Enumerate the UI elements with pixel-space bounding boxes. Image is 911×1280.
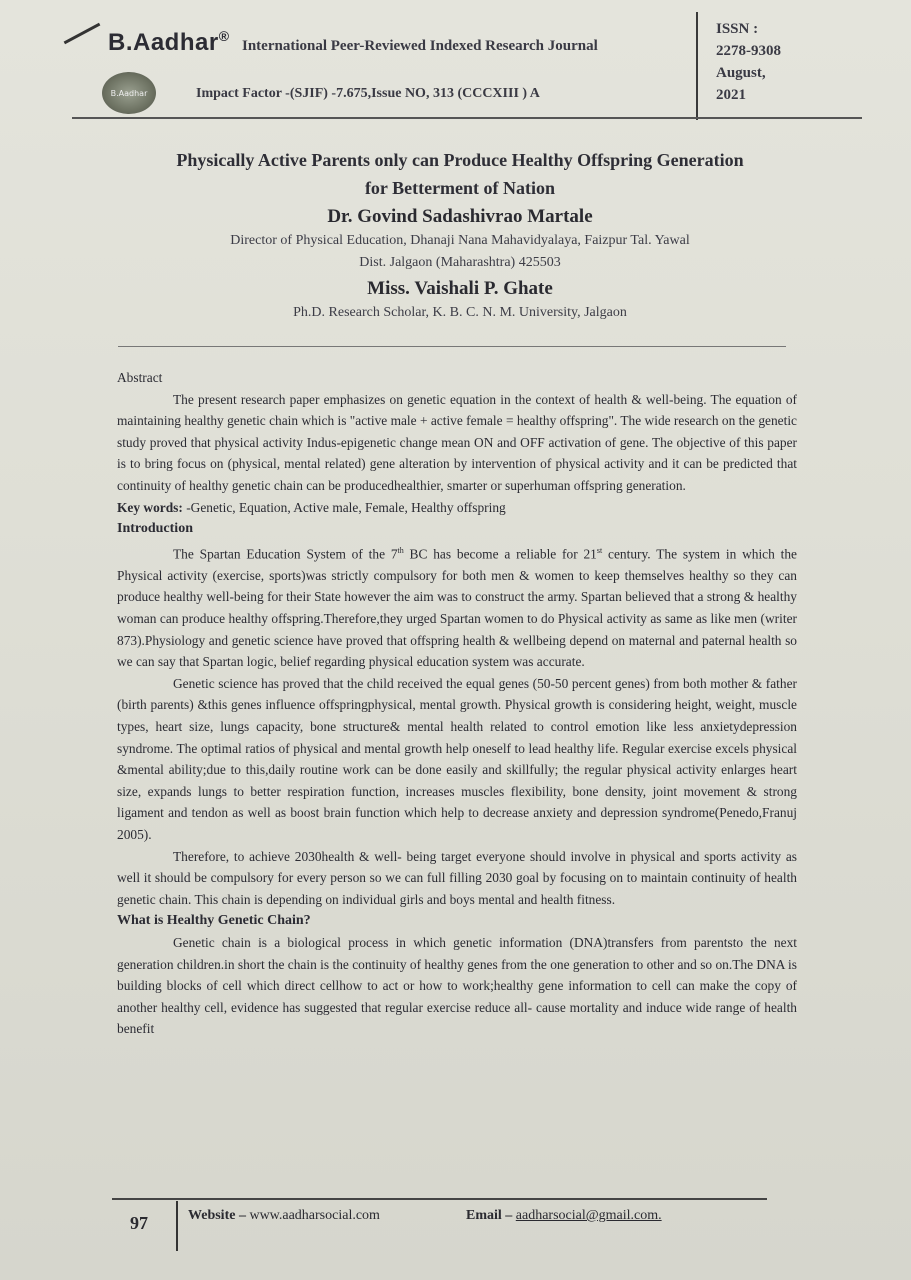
impact-factor-line: Impact Factor -(SJIF) -7.675,Issue NO, 313 (CCCXIII ) A: [196, 86, 540, 101]
keywords-line: [117, 497, 797, 519]
affiliation-1-line-1: Director of Physical Education, Dhanaji Nana Mahavidyalaya, Faizpur Tal. Yawal: [230, 233, 690, 248]
title-line-2: for Betterment of Nation: [364, 178, 556, 198]
journal-logo-icon: B.Aadhar: [102, 72, 156, 114]
website-label: Website –: [188, 1208, 250, 1223]
section-heading-genetic-chain: What is Healthy Genetic Chain?: [117, 913, 311, 929]
title-line-1: Physically Active Parents only can Produce Healthy Offspring Generation: [176, 150, 744, 170]
issue-month: August,: [716, 65, 766, 81]
journal-description: International Peer-Reviewed Indexed Research Journal: [242, 38, 598, 54]
introduction-paragraph-1: The Spartan Education System of the 7th BC has become a reliable for 21st century. The system in which the Physical activity (exercise, sports)was strictly compulsory for both men & women to keep themselves healthy so they can produce healthy well-being for their State however the aim was to construct the army. Spartan believed that a strong & healthy woman can produce healthy offspring.Therefore,they urged Spartan women to do Physical activity as same as like men (writer 873).Physiology and genetic science have proved that offspring health & wellbeing depend on maternal and paternal health so we can say that Spartan logic, belief regarding physical education system was accurate.: [117, 545, 797, 670]
abstract-text: The present research paper emphasizes on genetic equation in the context of health & well-being. The equation of maintaining healthy genetic chain which is "active male + active female = healthy offspring". The wide research on the genetic study proved that physical activity Indus-epigenetic change mean ON and OFF activation of gene. The objective of this paper is to bring focus on (physical, mental related) gene alteration by intervention of physical activity and it can be predicted that continuity of healthy genetic chain can be producedhealthier, smarter or superhuman offspring generation.: [117, 391, 797, 493]
footer-rule: [112, 1198, 767, 1200]
header-divider: [696, 12, 698, 120]
journal-name: B.Aadhar®: [108, 28, 230, 56]
introduction-paragraph-2: Genetic science has proved that the child received the equal genes (50-50 percent genes) from both mother & father (birth parents) &this genes influence offspringphysical, mental growth. Physical growth is considering height, weight, muscle types, heart size, lungs capacity, bone structure& mental health related to control emotion like less anxietydepression syndrome. The optimal ratios of physical and mental growth help oneself to lead healthy life. Regular exercise excels physical &mental ability;due to this,daily routine work can be done easily and skillfully; the regular physical activity enlarges heart size, expands lungs to better respiration function, increases muscles flexibility, bone density, joint movement & strong ligament and tendon as well as boost brain function which help to decrease anxiety and depression syndrome(Penedo,Franuj 2005).: [117, 675, 797, 842]
header-rule: [72, 117, 862, 119]
introduction-heading: Introduction: [117, 521, 193, 537]
article-title-block: [90, 146, 830, 324]
keywords-text: -Genetic, Equation, Active male, Female, Healthy offspring: [182, 499, 506, 515]
genetic-chain-paragraph-1: Genetic chain is a biological process in which genetic information (DNA)transfers from parentsto the next generation children.in short the chain is the continuity of healthy genes from the one generation to other and so on.The DNA is building blocks of cell which direct cellhow to act or how to work;healthy gene information to cell can make the copy of another healthy cell, evidence has suggested that regular exercise reduce all- cause mortality and induce wide range of health benefit: [117, 934, 797, 1037]
author-1-name: Dr. Govind Sadashivrao Martale: [327, 206, 593, 227]
footer-email: [466, 1208, 662, 1224]
website-url: www.aadharsocial.com: [249, 1208, 380, 1223]
author-2-affiliation: Ph.D. Research Scholar, K. B. C. N. M. University, Jalgaon: [293, 305, 627, 320]
keywords-label: Key words:: [117, 499, 183, 515]
issue-year: 2021: [716, 87, 746, 103]
issn-number: 2278-9308: [716, 43, 781, 59]
author-1-affiliation: [90, 230, 830, 274]
email-label: Email –: [466, 1208, 516, 1223]
abstract-heading: Abstract: [117, 370, 163, 385]
email-address: aadharsocial@gmail.com.: [515, 1208, 662, 1223]
issn-label: ISSN :: [716, 21, 759, 37]
article-body: [117, 367, 797, 1040]
issn-block: [716, 18, 781, 106]
author-2-name: Miss. Vaishali P. Ghate: [367, 278, 553, 299]
page-number: 97: [130, 1213, 148, 1233]
title-rule: [118, 346, 786, 347]
footer-website: [188, 1208, 380, 1224]
introduction-paragraph-3: Therefore, to achieve 2030health & well- being target everyone should involve in physical and sports activity as well it should be compulsory for every person so we can full filling 2030 goal by focusing on to maintain continuity of health genetic chain. This chain is depending on individual girls and boys mental and health fitness.: [117, 848, 797, 907]
article-title: [90, 146, 830, 202]
footer-divider: [176, 1201, 178, 1251]
pen-mark-decoration: [64, 23, 101, 44]
journal-header: [70, 12, 860, 122]
affiliation-1-line-2: Dist. Jalgaon (Maharashtra) 425503: [359, 255, 561, 270]
